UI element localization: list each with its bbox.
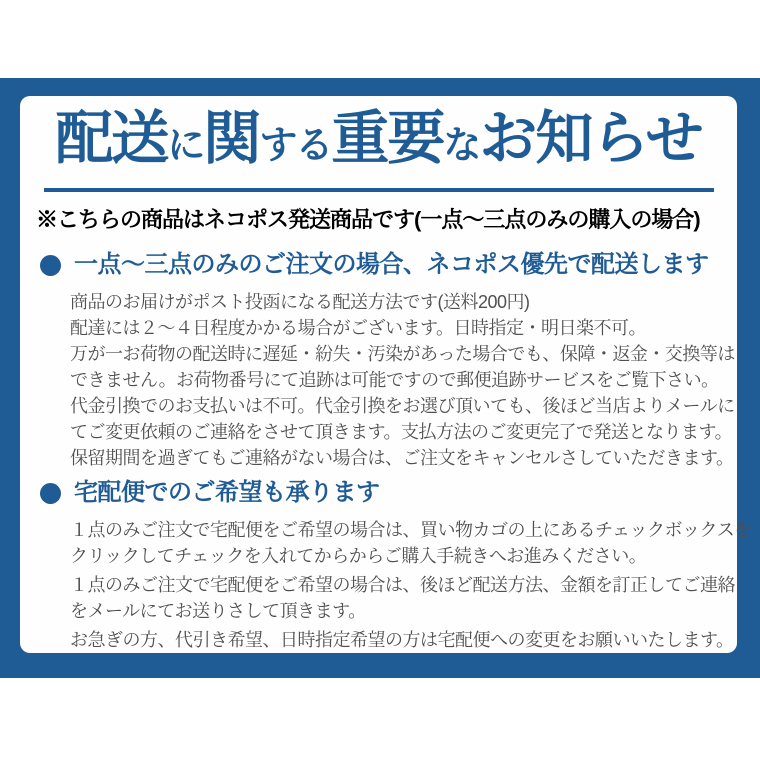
page-title bbox=[20, 106, 737, 180]
nekopos-notice-line: ※こちらの商品はネコポス発送商品です(一点〜三点のみの購入の場合) bbox=[36, 207, 700, 232]
body-line: 保留期間を過ぎてもご連絡がない場合は、ご注文をキャンセルさしていただきます。 bbox=[70, 448, 734, 468]
section-heading-text: 一点〜三点のみのご注文の場合、ネコポス優先で配送します bbox=[74, 251, 709, 278]
body-line: １点のみご注文で宅配便をご希望の場合は、買い物カゴの上にあるチェックボックスを bbox=[70, 520, 752, 540]
title-underline bbox=[44, 188, 714, 192]
section-body bbox=[70, 517, 752, 653]
notice-card bbox=[20, 96, 752, 653]
title-segment: 関 bbox=[203, 106, 260, 171]
body-line: 商品のお届けがポスト投函になる配送方法です(送料200円) bbox=[70, 292, 530, 312]
title-segment: する bbox=[259, 125, 332, 167]
section-nekopos-priority bbox=[20, 250, 737, 471]
body-line: クリックしてチェックを入れてからからご購入手続きへお進みください。 bbox=[70, 546, 647, 566]
bullet-circle-icon bbox=[40, 483, 61, 504]
body-line: 代金引換でのお支払いは不可。代金引換をお選び頂いても、後ほど当店よりメールに bbox=[70, 396, 735, 416]
section-takuhaibin-option bbox=[20, 478, 752, 653]
body-line: 万が一お荷物の配送時に遅延・紛失・汚染があった場合でも、保障・返金・交換等は bbox=[70, 344, 735, 364]
body-line: できません。お荷物番号にて追跡は可能ですので郵便追跡サービスをご覧下さい。 bbox=[70, 370, 719, 390]
title-segment: 配送 bbox=[55, 106, 168, 171]
title-segment: 重要 bbox=[331, 106, 444, 171]
section-body bbox=[70, 289, 735, 471]
body-line: てご変更依頼のご連絡をさせて頂きます。支払方法のご変更完了で発送となります。 bbox=[70, 422, 733, 442]
section-heading bbox=[40, 478, 737, 508]
bullet-circle-icon bbox=[40, 255, 61, 276]
body-line: １点のみご注文で宅配便をご希望の場合は、後ほど配送方法、金額を訂正してご連絡 bbox=[70, 575, 735, 595]
body-line: 配達には２〜４日程度かかる場合がございます。日時指定・明日楽不可。 bbox=[70, 318, 647, 338]
title-segment: な bbox=[443, 125, 480, 167]
body-line: をメールにてお送りさして頂きます。 bbox=[70, 601, 366, 621]
body-line: お急ぎの方、代引き希望、日時指定希望の方は宅配便への変更をお願いいたします。 bbox=[70, 630, 734, 650]
title-segment: お知らせ bbox=[479, 106, 702, 171]
section-heading-text: 宅配便でのご希望も承ります bbox=[74, 479, 380, 506]
section-heading bbox=[40, 250, 737, 280]
title-segment: に bbox=[167, 125, 204, 167]
notice-frame bbox=[0, 78, 760, 678]
